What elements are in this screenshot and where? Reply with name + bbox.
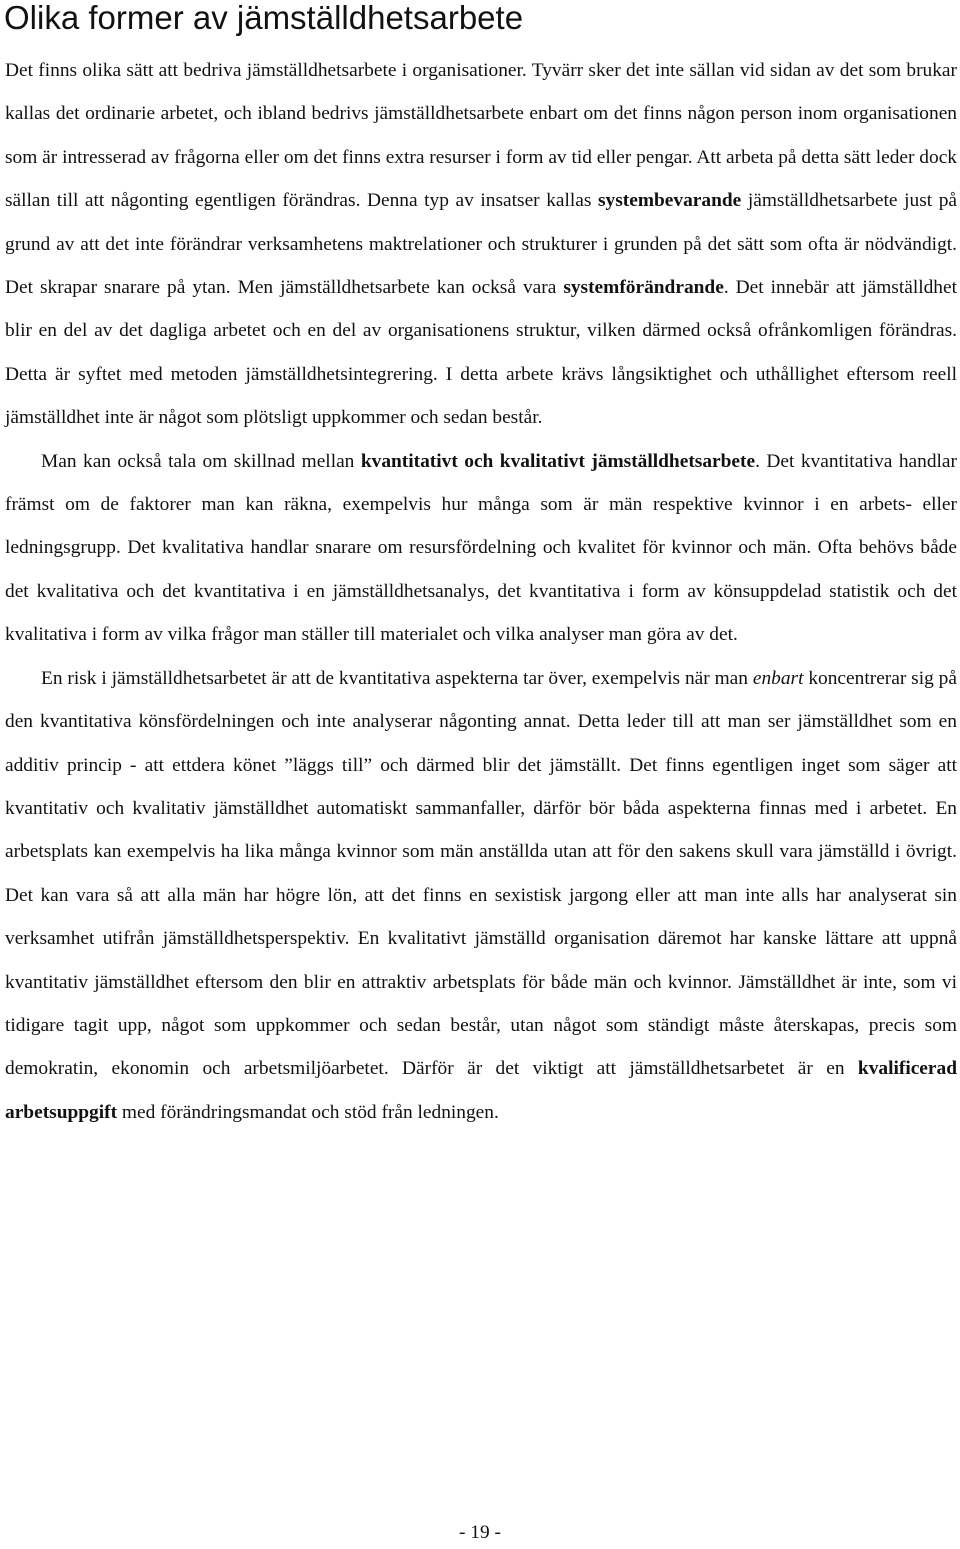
paragraph-1 bbox=[5, 49, 957, 440]
paragraph-2-text-1: Man kan också tala om skillnad mellan bbox=[41, 450, 361, 472]
page-number: - 19 - bbox=[458, 1522, 501, 1543]
paragraph-2 bbox=[5, 440, 957, 657]
emphasis-enbart: enbart bbox=[752, 667, 804, 689]
paragraph-3-text-3: med förändringsmandat och stöd från ledningen. bbox=[117, 1101, 499, 1123]
paragraph-1-text-1: Det finns olika sätt att bedriva jämställdhetsarbete i organisationer. Tyvärr sker det inte sällan vid sidan av det som brukar kallas det ordinarie arbetet, och ibland bedrivs jämställdhetsarbete enbart om det finns någon person inom organisationen som är intresserad av frågorna eller om det finns extra resurser i form av tid eller pengar. Att arbeta på detta sätt leder dock sällan till att någonting egentligen förändras. Denna typ av insatser kallas bbox=[5, 60, 957, 212]
paragraph-1-text-2: jämställdhetsarbete just på grund av att det inte förändrar verksamhetens maktrelationer och strukturer i grunden på det sätt som ofta är nödvändigt. Det skrapar snarare på ytan. Men jämställdhetsarbete kan också vara bbox=[5, 190, 958, 299]
document-body bbox=[5, 49, 957, 1134]
term-systembevarande: systembevarande bbox=[598, 190, 742, 212]
term-kvantitativt-kvalitativt: kvantitativt och kvalitativt jämställdhetsarbete bbox=[360, 450, 756, 472]
paragraph-3-text-1: En risk i jämställdhetsarbetet är att de kvantitativa aspekterna tar över, exempelvis när man bbox=[41, 667, 753, 689]
term-systemforandrande: systemförändrande bbox=[563, 277, 724, 299]
term-kvalificerad-arbetsuppgift: kvalificerad arbetsuppgift bbox=[5, 1058, 957, 1123]
paragraph-2-text-2: . Det kvantitativa handlar främst om de faktorer man kan räkna, exempelvis hur många som är män respektive kvinnor i en arbets- eller ledningsgrupp. Det kvalitativa handlar snarare om resursfördelning och kvalitet för kvinnor och män. Ofta behövs både det kvalitativa och det kvantitativa i en jämställdhetsanalys, det kvantitativa i form av könsuppdelad statistik och det kvalitativa i form av vilka frågor man ställer till materialet och vilka analyser man göra av det. bbox=[5, 450, 957, 646]
paragraph-3 bbox=[5, 657, 957, 1134]
page-title: Olika former av jämställdhetsarbete bbox=[4, 0, 524, 36]
paragraph-1-text-3: . Det innebär att jämställdhet blir en del av det dagliga arbetet och en del av organisationens struktur, vilken därmed också ofrånkomligen förändras. Detta är syftet med metoden jämställdhetsintegrering. I detta arbete krävs långsiktighet och uthållighet eftersom reell jämställdhet inte är något som plötsligt uppkommer och sedan består. bbox=[5, 277, 957, 429]
paragraph-3-text-2: koncentrerar sig på den kvantitativa könsfördelningen och inte analyserar någonting annat. Detta leder till att man ser jämställdhet som en additiv princip - att ettdera könet ”läggs till” och därmed blir det jämställt. Det finns egentligen inget som säger att kvantitativ och kvalitativ jämställdhet automatiskt sammanfaller, därför bör båda aspekterna finnas med i arbetet. En arbetsplats kan exempelvis ha lika många kvinnor som män anställda utan att för den sakens skull vara jämställd i övrigt. Det kan vara så att alla män har högre lön, att det finns en sexistisk jargong eller att man inte alls har analyserat sin verksamhet utifrån jämställdhetsperspektiv. En kvalitativt jämställd organisation däremot har kanske lättare att uppnå kvantitativ jämställdhet eftersom den blir en attraktiv arbetsplats för både män och kvinnor. Jämställdhet är inte, som vi tidigare tagit upp, något som uppkommer och sedan består, utan något som ständigt måste återskapas, precis som demokratin, ekonomin och arbetsmiljöarbetet. Därför är det viktigt att jämställdhetsarbetet är en bbox=[5, 667, 957, 1080]
